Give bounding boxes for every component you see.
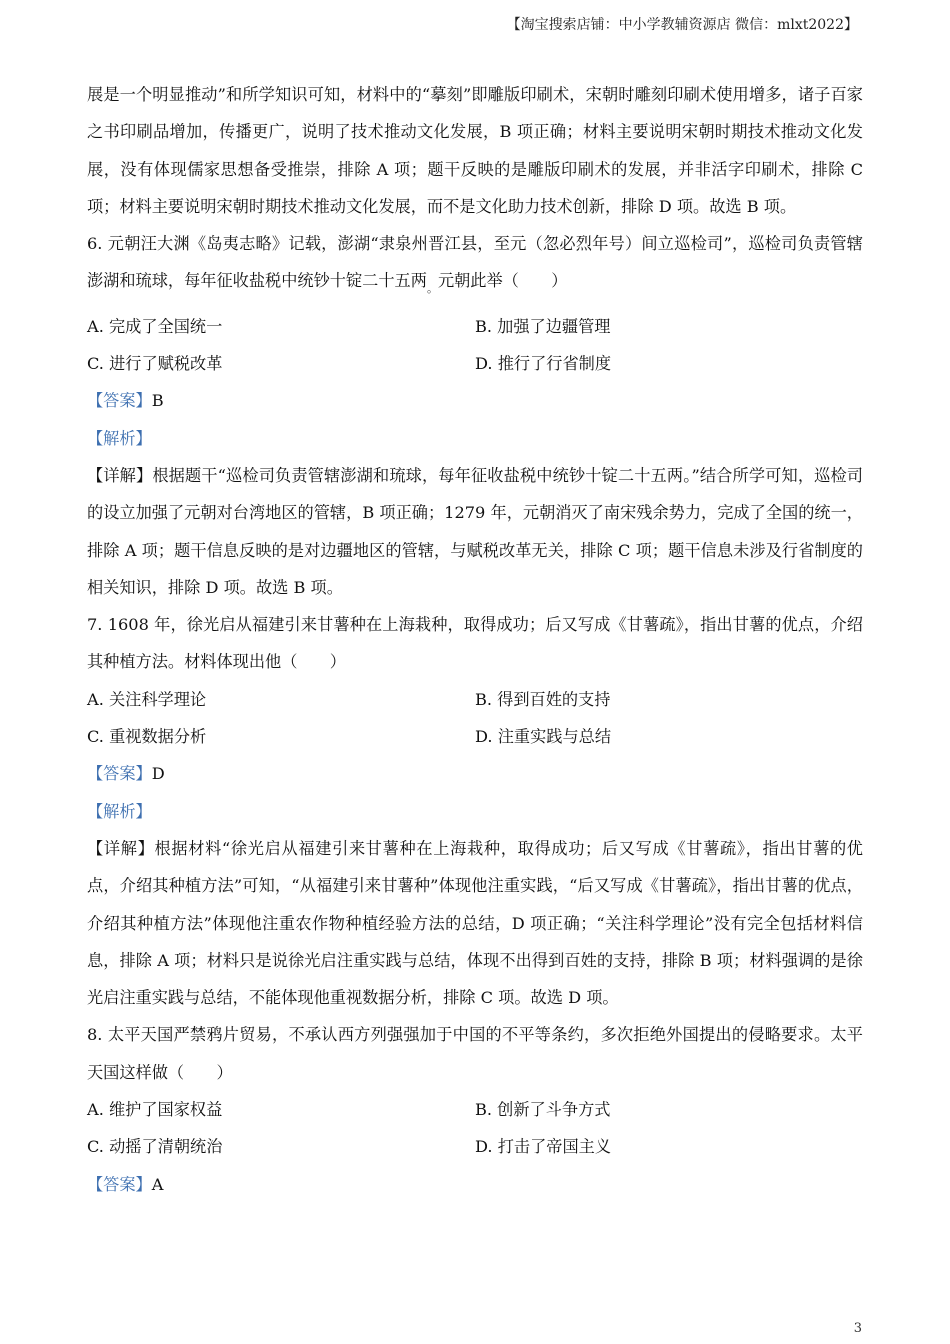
prev-explanation: 展是一个明显推动”和所学知识可知，材料中的“摹刻”即雕版印刷术，宋朝时雕刻印刷术使用增多，诸子百家之书印刷品增加，传播更广，说明了技术推动文化发展，B 项正确；材料主要说明宋朝时期技术推动文化发展，没有体现儒家思想备受推崇，排除 A 项；题干反映的是雕版印刷术的发展，并非活字印刷术，排除 C 项；材料主要说明宋朝时期技术推动文化发展，而不是文化助力技术创新，排除 D 项。故选 B 项。	[87, 85, 863, 216]
document-body	[87, 76, 863, 1203]
question-6-analysis-label: 【解析】	[87, 428, 152, 448]
option-d: D. 打击了帝国主义	[475, 1137, 612, 1157]
question-6-stem: 6. 元朝汪大渊《岛夷志略》记载，澎湖“隶泉州晋江县，至元（忽必烈年号）间立巡检司”，巡检司负责管辖澎湖和琉球，每年征收盐税中统钞十锭二十五两$_。$元朝此举（ ）	[87, 234, 863, 296]
question-6-detail: 【详解】根据题干“巡检司负责管辖澎湖和琉球，每年征收盐税中统钞十锭二十五两。”结合所学可知，巡检司的设立加强了元朝对台湾地区的管辖，B 项正确；1279 年，元朝消灭了南宋残余势力，完成了全国的统一，排除 A 项；题干信息反映的是对边疆地区的管辖，与赋税改革无关，排除 C 项；题干信息未涉及行省制度的相关知识，排除 D 项。故选 B 项。	[87, 465, 863, 597]
page-number: 3	[853, 1321, 862, 1336]
question-8-stem: 8. 太平天国严禁鸦片贸易，不承认西方列强强加于中国的不平等条约，多次拒绝外国提出的侵略要求。太平天国这样做（ ）	[87, 1025, 863, 1082]
option-d: D. 推行了行省制度	[475, 354, 612, 374]
question-7-options	[87, 681, 863, 756]
option-d: D. 注重实践与总结	[475, 727, 612, 747]
question-7-answer: 【答案】D	[87, 764, 165, 784]
question-7-stem: 7. 1608 年，徐光启从福建引来甘薯种在上海栽种，取得成功；后又写成《甘薯疏》，指出甘薯的优点，介绍其种植方法。材料体现出他（ ）	[87, 615, 863, 672]
question-8-answer: 【答案】A	[87, 1174, 164, 1194]
option-b: B. 加强了边疆管理	[475, 316, 611, 336]
option-c: C. 重视数据分析	[87, 727, 207, 747]
question-6-options	[87, 308, 863, 383]
page-header: 【淘宝搜索店铺：中小学教辅资源店 微信：mlxt2022】	[506, 17, 858, 33]
option-b: B. 创新了斗争方式	[475, 1100, 611, 1120]
question-6-answer: 【答案】B	[87, 391, 164, 411]
option-c: C. 动摇了清朝统治	[87, 1137, 223, 1157]
option-a: A. 维护了国家权益	[87, 1100, 223, 1120]
option-b: B. 得到百姓的支持	[475, 689, 611, 709]
question-7-detail: 【详解】根据材料“徐光启从福建引来甘薯种在上海栽种，取得成功；后又写成《甘薯疏》，指出甘薯的优点，介绍其种植方法”可知，“从福建引来甘薯种”体现他注重实践，“后又写成《甘薯疏》，指出甘薯的优点，介绍其种植方法”体现他注重农作物种植经验方法的总结，D 项正确；“关注科学理论”没有完全包括材料信息，排除 A 项；材料只是说徐光启注重实践与总结，体现不出得到百姓的支持，排除 B 项；材料强调的是徐光启注重实践与总结，不能体现他重视数据分析，排除 C 项。故选 D 项。	[87, 838, 863, 1008]
option-c: C. 进行了赋税改革	[87, 354, 223, 374]
option-a: A. 完成了全国统一	[87, 316, 223, 336]
question-7-analysis-label: 【解析】	[87, 801, 152, 821]
option-a: A. 关注科学理论	[87, 689, 207, 709]
question-8-options	[87, 1091, 863, 1166]
